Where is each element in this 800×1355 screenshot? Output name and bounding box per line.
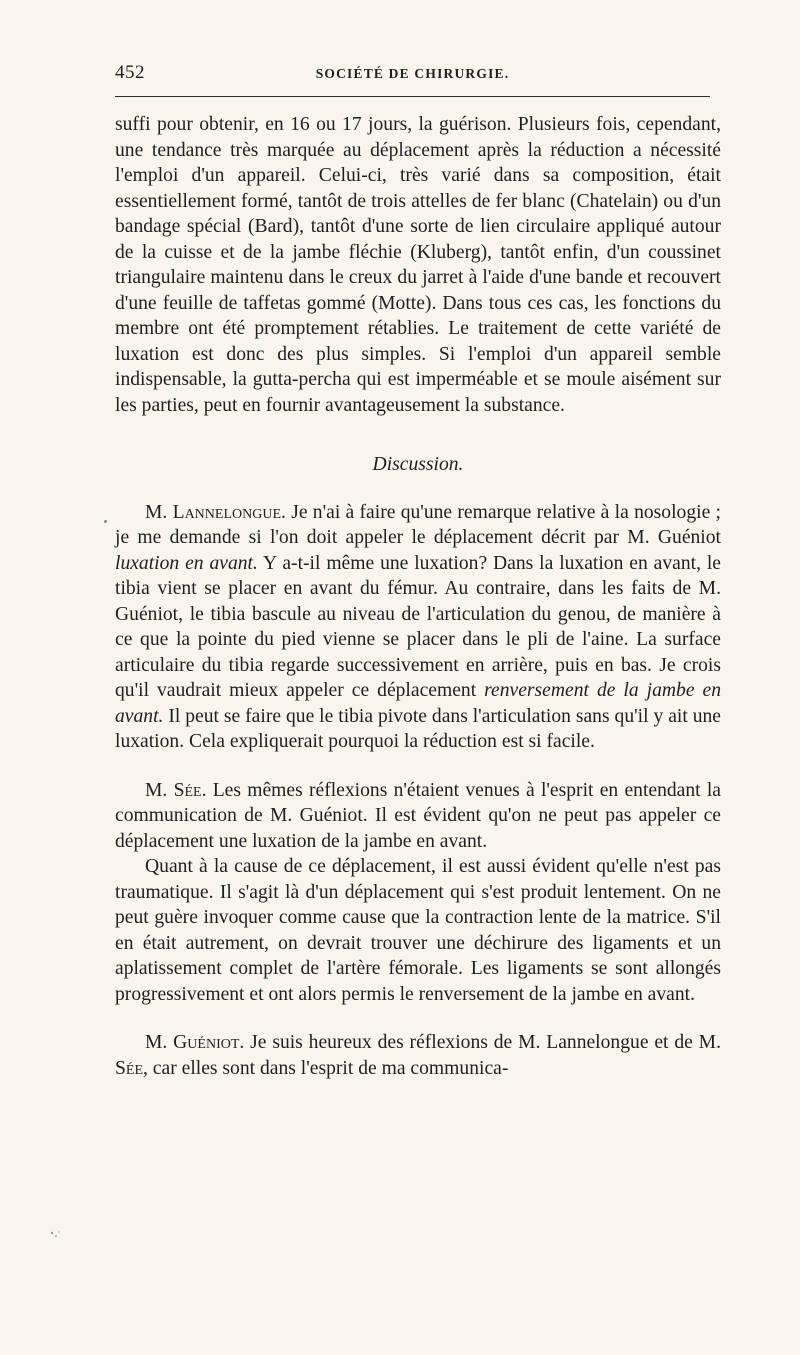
paragraph-cause: Quant à la cause de ce déplacement, il est aussi évident qu'elle n'est pas traumatique. Il s'agit là d'un déplacement qui s'est produit lentement. On ne peut guère invoquer comme cause que la contraction lente de la matrice. S'il en était autrement, on devrait trouver une déchirure des ligaments et un aplatissement complet de l'artère fémorale. Les ligaments se sont allongés progressivement et ont alors permis le renversement de la jambe en avant. bbox=[115, 856, 721, 1005]
header-rule bbox=[115, 96, 710, 97]
paragraph-text: Y a-t-il même une luxation? Dans la luxation en avant, le tibia vient se placer en avant du fémur. Au contraire, dans les faits de M. Guéniot, le tibia bascule au niveau de l'articulation du genou, de manière à ce que la pointe du pied vienne se placer dans le pli de l'aine. La surface articulaire du tibia regarde successivement en arrière, puis en bas. Je crois qu'il vaudrait mieux appeler ce déplacement bbox=[115, 552, 722, 701]
speaker-name: M. Lannelongue. bbox=[145, 501, 286, 523]
running-title: SOCIÉTÉ DE CHIRURGIE. bbox=[315, 66, 510, 81]
speaker-name: M. Guéniot. bbox=[145, 1032, 245, 1053]
emphasis-text: renversement de la jambe en avant. bbox=[115, 680, 722, 727]
page-header bbox=[115, 58, 710, 88]
speaker-name: M. Sée. bbox=[145, 779, 207, 801]
paragraph-text: Il peut se faire que le tibia pivote dans l'articulation sans qu'il y ait une luxation. Cela expliquerait pourquoi la réduction est si facile. bbox=[115, 705, 721, 752]
page-number: 452 bbox=[115, 62, 145, 83]
section-heading: Discussion. bbox=[372, 454, 464, 475]
paragraph-lannelongue bbox=[115, 500, 721, 755]
paragraph-text: Je n'ai à faire qu'une remarque relative à la nosologie ; je me demande si l'on doit appeler le déplacement décrit par M. Guéniot bbox=[115, 501, 721, 548]
paragraph-text: car elles sont dans l'esprit de ma communica- bbox=[147, 1057, 509, 1079]
speaker-name: M. Sée, bbox=[115, 1032, 721, 1079]
emphasis-text: luxation en avant. bbox=[115, 552, 258, 574]
paragraph-text: Les mêmes réflexions n'étaient venues à l'esprit en entendant la communication de M. Guéniot. Il est évident qu'on ne peut pas appeler ce déplacement une luxation de la jambe en avant. bbox=[115, 779, 721, 852]
ink-smudge bbox=[48, 1228, 62, 1242]
body-text bbox=[115, 112, 721, 1081]
paragraph-continuation: suffi pour obtenir, en 16 ou 17 jours, la guérison. Plusieurs fois, cependant, une tendance très marquée au déplacement après la réduction a nécessité l'emploi d'un appareil. Celui-ci, très varié dans sa composition, était essentiellement formé, tantôt de trois attelles de fer blanc (Chatelain) ou d'un bandage spécial (Bard), tantôt d'une sorte de lien circulaire appliqué autour de la cuisse et de la jambe fléchie (Kluberg), tantôt enfin, d'un coussinet triangulaire maintenu dans le creux du jarret à l'aide d'une bande et recouvert d'une feuille de taffetas gommé (Motte). Dans tous ces cas, les fonctions du membre ont été promptement rétablies. Le traitement de cette variété de luxation est donc des plus simples. Si l'emploi d'un appareil semble indispensable, la gutta-percha qui est imperméable et se moule aisément sur les parties, peut en fournir avantageusement la substance. bbox=[115, 114, 721, 416]
paragraph-gueniot bbox=[115, 1030, 721, 1081]
paragraph-text: Je suis heureux des réflexions de M. Lannelongue et de bbox=[244, 1032, 699, 1053]
paragraph-see bbox=[115, 778, 721, 855]
ink-speck bbox=[104, 520, 107, 523]
